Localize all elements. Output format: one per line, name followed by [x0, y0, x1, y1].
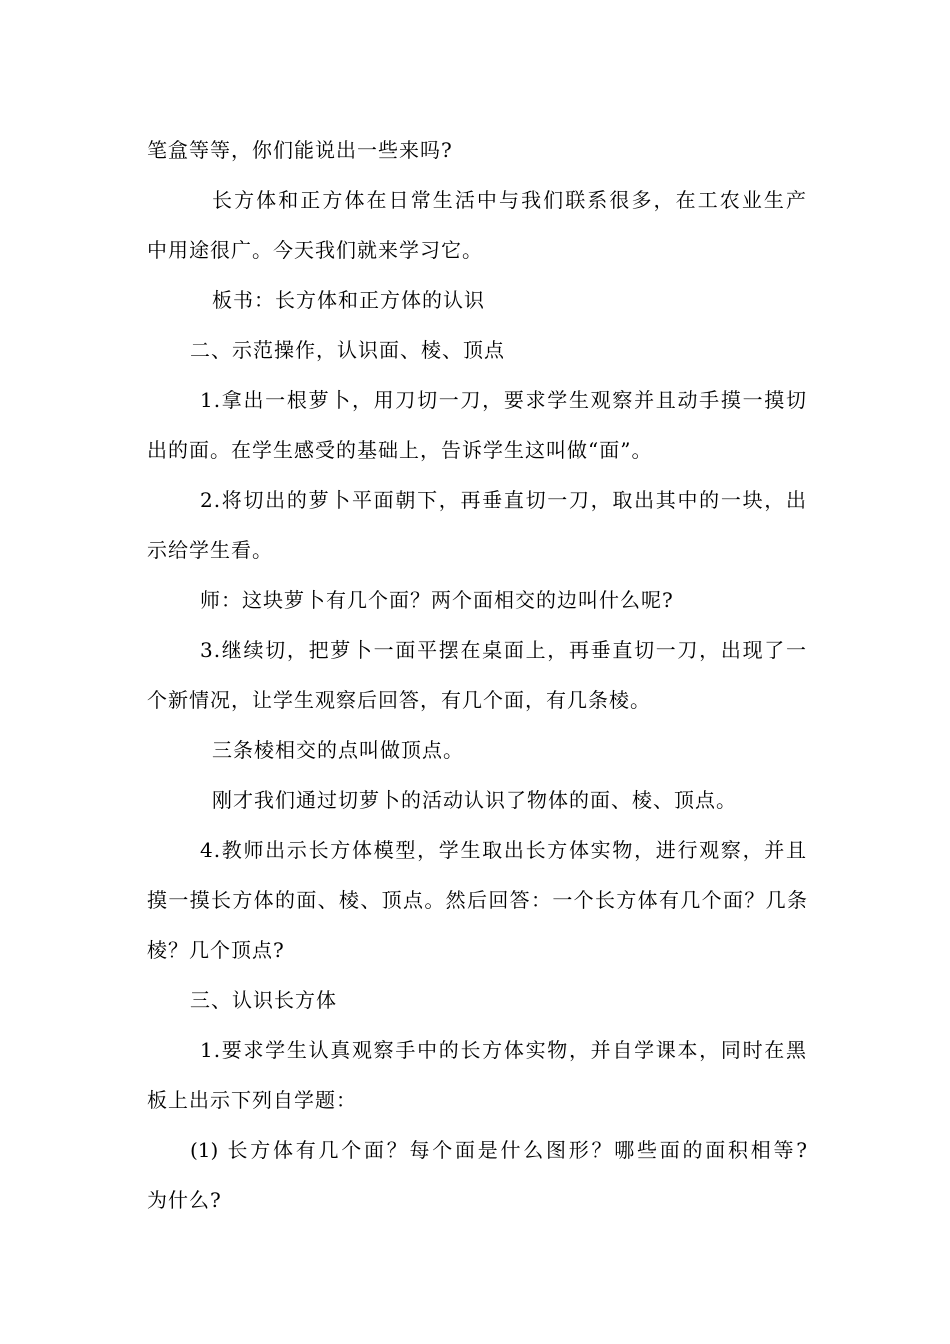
text-line: (1) 长方体有几个面？每个面是什么图形？哪些面的面积相等?	[190, 1138, 807, 1162]
text-line: 中用途很广。今天我们就来学习它。	[147, 238, 483, 262]
text-line: 板书：长方体和正方体的认识	[212, 288, 485, 312]
text-line: 棱？几个顶点?	[147, 938, 285, 962]
text-line: 刚才我们通过切萝卜的活动认识了物体的面、棱、顶点。	[212, 788, 737, 812]
text-line: 2.将切出的萝卜平面朝下，再垂直切一刀，取出其中的一块，出	[200, 488, 807, 512]
text-line: 个新情况，让学生观察后回答，有几个面，有几条棱。	[147, 688, 651, 712]
text-line: 示给学生看。	[147, 538, 273, 562]
section-heading: 三、认识长方体	[190, 988, 337, 1012]
text-line: 三条棱相交的点叫做顶点。	[212, 738, 464, 762]
text-line: 3.继续切，把萝卜一面平摆在桌面上，再垂直切一刀，出现了一	[200, 638, 807, 662]
text-line: 长方体和正方体在日常生活中与我们联系很多，在工农业生产	[212, 188, 807, 212]
text-line: 1.要求学生认真观察手中的长方体实物，并自学课本，同时在黑	[200, 1038, 807, 1062]
text-line: 摸一摸长方体的面、棱、顶点。然后回答：一个长方体有几个面？几条	[147, 888, 807, 912]
text-line: 1.拿出一根萝卜，用刀切一刀，要求学生观察并且动手摸一摸切	[200, 388, 807, 412]
text-line: 4.教师出示长方体模型，学生取出长方体实物，进行观察，并且	[200, 838, 807, 862]
text-line: 笔盒等等，你们能说出一些来吗?	[147, 138, 453, 162]
text-line: 为什么?	[147, 1188, 222, 1212]
section-heading: 二、示范操作，认识面、棱、顶点	[190, 338, 505, 362]
text-line: 板上出示下列自学题：	[147, 1088, 357, 1112]
text-line: 出的面。在学生感受的基础上，告诉学生这叫做“面”。	[147, 438, 653, 462]
text-line: 师：这块萝卜有几个面？两个面相交的边叫什么呢?	[200, 588, 674, 612]
